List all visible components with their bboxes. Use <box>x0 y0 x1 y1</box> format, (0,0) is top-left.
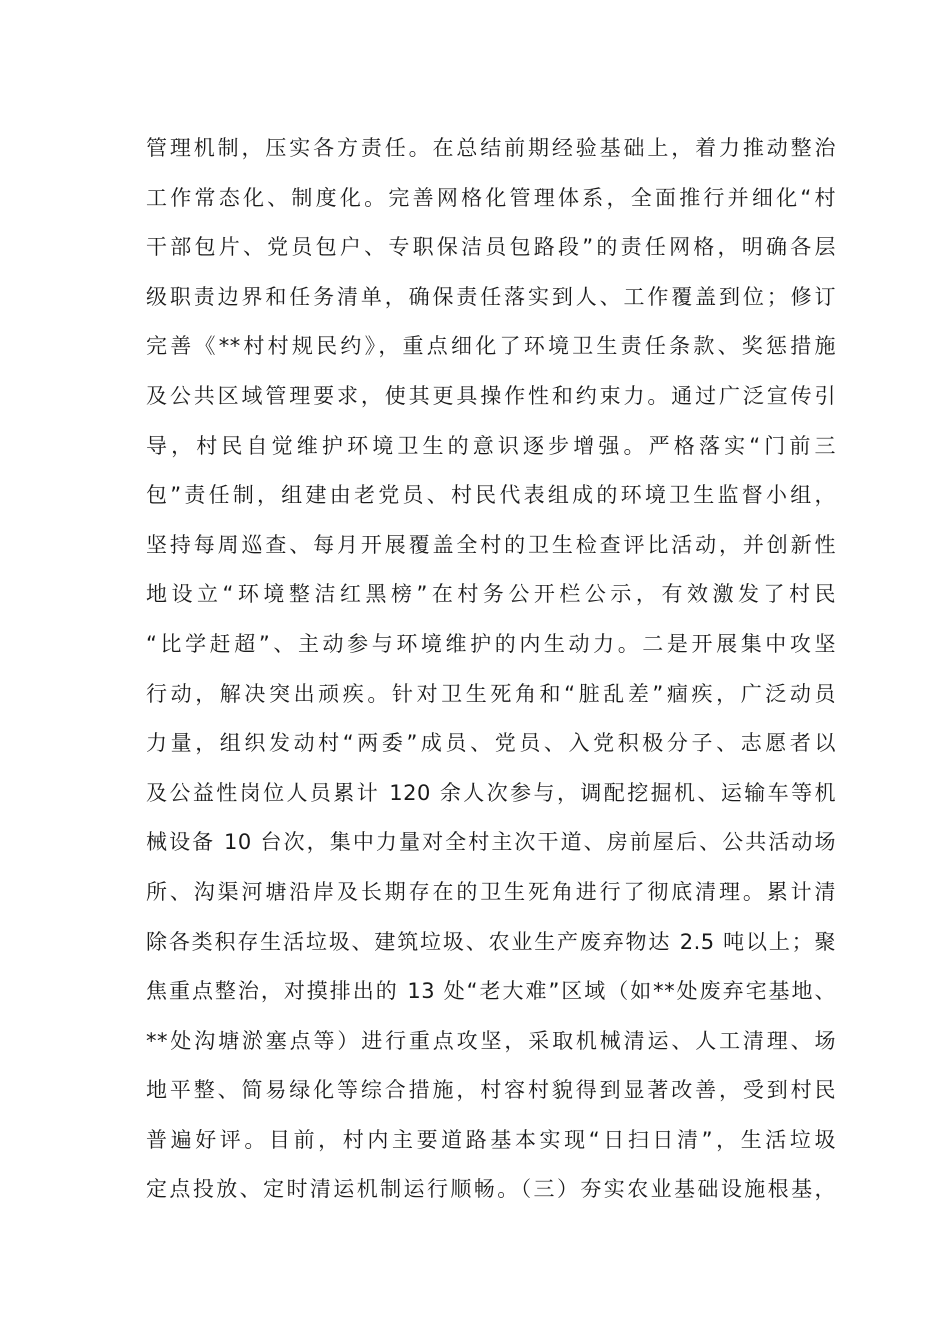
text-line: 干部包片、党员包户、专职保洁员包路段”的责任网格，明确各层 <box>146 235 836 260</box>
text-line: 地平整、简易绿化等综合措施，村容村貌得到显著改善，受到村民 <box>146 1078 836 1103</box>
text-line: 普遍好评。目前，村内主要道路基本实现“日扫日清”，生活垃圾 <box>146 1127 836 1152</box>
text-line: 焦重点整治，对摸排出的 13 处“老大难”区域（如**处废弃宅基地、 <box>146 979 836 1004</box>
text-line: 行动，解决突出顽疾。针对卫生死角和“脏乱差”痼疾，广泛动员 <box>146 681 836 706</box>
text-line: **处沟塘淤塞点等）进行重点攻坚，采取机械清运、人工清理、场 <box>146 1028 836 1053</box>
text-line: 及公共区域管理要求，使其更具操作性和约束力。通过广泛宣传引 <box>146 383 836 408</box>
text-line: 坚持每周巡查、每月开展覆盖全村的卫生检查评比活动，并创新性 <box>146 532 836 557</box>
text-line: 力量，组织发动村“两委”成员、党员、入党积极分子、志愿者以 <box>146 731 836 756</box>
text-line: 及公益性岗位人员累计 120 余人次参与，调配挖掘机、运输车等机 <box>146 780 836 805</box>
text-line: 所、沟渠河塘沿岸及长期存在的卫生死角进行了彻底清理。累计清 <box>146 879 836 904</box>
text-line: 管理机制，压实各方责任。在总结前期经验基础上，着力推动整治 <box>146 136 836 160</box>
text-line: 械设备 10 台次，集中力量对全村主次干道、房前屋后、公共活动场 <box>146 830 836 855</box>
text-line: 级职责边界和任务清单，确保责任落实到人、工作覆盖到位；修订 <box>146 284 836 309</box>
text-line: “比学赶超”、主动参与环境维护的内生动力。二是开展集中攻坚 <box>146 631 836 656</box>
text-line: 导，村民自觉维护环境卫生的意识逐步增强。严格落实“门前三 <box>146 433 836 458</box>
text-line: 包”责任制，组建由老党员、村民代表组成的环境卫生监督小组， <box>146 483 836 508</box>
text-line: 工作常态化、制度化。完善网格化管理体系，全面推行并细化“村 <box>146 185 836 210</box>
text-line: 完善《**村村规民约》，重点细化了环境卫生责任条款、奖惩措施 <box>146 334 836 359</box>
text-line: 地设立“环境整洁红黑榜”在村务公开栏公示，有效激发了村民 <box>146 582 836 607</box>
text-line: 定点投放、定时清运机制运行顺畅。（三）夯实农业基础设施根基， <box>146 1177 836 1202</box>
body-paragraph <box>146 124 836 1215</box>
text-line: 除各类积存生活垃圾、建筑垃圾、农业生产废弃物达 2.5 吨以上；聚 <box>146 929 836 954</box>
